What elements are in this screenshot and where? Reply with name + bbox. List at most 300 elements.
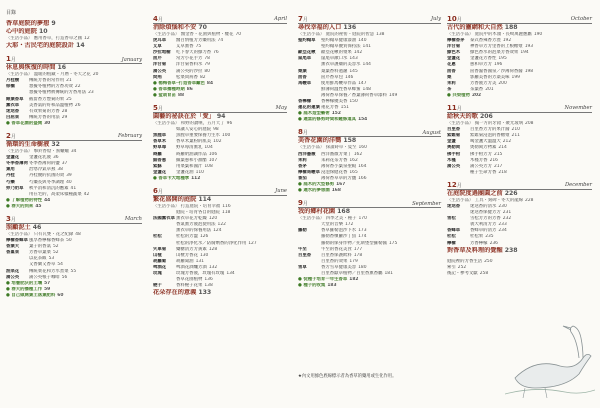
entry-text: 香草花園植物 — [176, 277, 203, 283]
month-english: January — [121, 56, 142, 63]
herb-name: 蒲公英 — [153, 68, 167, 74]
herb-name: 銀葉香草 — [6, 96, 24, 102]
entry-text: 西洋薔薇芳菜丁 — [321, 151, 352, 157]
page-number: 144 — [362, 62, 371, 68]
herb-name: 紫錐菊 — [447, 133, 461, 139]
page-number: 22 — [74, 84, 81, 90]
entry-text: 細葉蔥和小甜醋 — [176, 157, 207, 163]
herb-name: 卵乃奶草 — [6, 185, 24, 191]
chapter-title — [153, 113, 287, 121]
chapter-title — [447, 190, 592, 198]
entry-text: 〈生活小品〉 庭院的祕密・庭院的智慧 — [298, 32, 375, 37]
page-number: 228 — [525, 197, 534, 203]
entry-text: 冬季香薄荷的鹽 — [29, 161, 60, 167]
toc-column-2 — [153, 10, 287, 297]
page-number: 108 — [204, 163, 213, 169]
page-number: 112 — [191, 175, 201, 181]
page-number: 78 — [204, 56, 210, 62]
entry-text: 魚腥草重要保養力生水 — [176, 133, 220, 139]
entry-text: 浸泡保健花香 — [321, 169, 348, 175]
entry-text: 蒔蘿奶油調作品 — [176, 151, 207, 157]
month-number: 4月 — [153, 14, 163, 23]
page-number: 230 — [498, 203, 507, 209]
gardening-tip — [6, 293, 142, 299]
herb-name: 洋甘菊 — [447, 44, 461, 50]
entry-text: ● 種子的收集 — [298, 283, 326, 289]
page-number: 145 — [349, 68, 358, 74]
page-number: 199 — [511, 74, 520, 80]
gardening-tip — [153, 176, 287, 182]
page-number: 94 — [216, 113, 226, 121]
page-number: 74 — [217, 38, 224, 44]
chapter-title — [6, 224, 142, 232]
herb-name: 杜松 — [153, 234, 162, 240]
month-header — [6, 213, 142, 224]
page-number: 107 — [208, 157, 218, 163]
entry-text: 香料梔子花果 — [176, 283, 203, 289]
entry-text: 香草米葉粉的肌美 — [176, 139, 212, 145]
page-number: 206 — [479, 113, 493, 121]
entry-text: 〈生活小品〉 醫金香・花園與植物・櫻花 — [153, 32, 234, 37]
gardening-tip — [298, 283, 441, 289]
page-number: 216 — [489, 157, 498, 163]
month-unit: 月 — [157, 16, 163, 23]
page-number: 172 — [344, 222, 354, 228]
herb-name: 艾草 — [153, 44, 162, 50]
bird-illustration — [505, 318, 595, 400]
herb-name: 蒔蘿 — [153, 151, 162, 157]
herb-name: 細香蔥 — [153, 157, 167, 163]
chapter-title — [298, 137, 441, 145]
herb-name: 金盞 — [447, 139, 456, 145]
month-header — [153, 102, 287, 113]
entry-text: 用菜葉和醬汁 — [176, 163, 203, 169]
chapter-title — [298, 208, 441, 216]
page-number: 193 — [524, 44, 534, 50]
page-number: 57 — [44, 280, 51, 286]
page-number: 116 — [222, 203, 231, 209]
page-number: 258 — [479, 270, 489, 276]
page-number: 198 — [524, 68, 534, 74]
page-number: 48 — [75, 231, 81, 237]
chapter-title — [153, 24, 287, 32]
page-number: 250 — [484, 258, 493, 264]
entry-text: 山楂芳香花 — [176, 252, 198, 258]
month-unit: 月 — [302, 16, 308, 23]
page-number: 210 — [511, 127, 520, 133]
herb-name: 茉莉 — [298, 157, 307, 163]
page-number: 127 — [248, 240, 257, 246]
herb-name: 杜松 — [447, 234, 456, 240]
month-number: 10月 — [447, 14, 462, 23]
month-number: 9月 — [298, 199, 308, 208]
herb-name: 香堇菜 — [6, 250, 20, 256]
page-number: 177 — [353, 246, 363, 252]
intro-entry — [6, 20, 142, 28]
page-number: 168 — [331, 188, 341, 194]
month-number: 3月 — [6, 214, 16, 223]
page-number: 202 — [471, 92, 482, 98]
page-number: 152 — [331, 111, 341, 117]
page-number: 46 — [32, 223, 42, 231]
entry-text: 截留香芳豐菊的果 — [29, 96, 65, 102]
entry-text: 丹桂優的抗菌的效 — [29, 173, 65, 179]
herb-name: 奧勒岡 — [447, 145, 461, 151]
herb-name: 啤酒花 — [153, 264, 167, 270]
month-number: 1月 — [6, 55, 16, 64]
herb-name: 蓮花的蓮葉 — [298, 105, 320, 111]
entry-text: ● 庭木的大型修剪 — [298, 181, 335, 187]
month-english: February — [117, 133, 142, 140]
entry-text: 泰式香辣香芳溼 — [470, 38, 501, 44]
entry-text: 香蜂草的清芳 — [470, 228, 497, 234]
page-number: 188 — [504, 24, 518, 31]
month-number: 11月 — [447, 103, 462, 112]
month-number: 7月 — [298, 14, 308, 23]
entry-text: ● 香草花園的盛開 — [6, 120, 43, 126]
page-number: 52 — [52, 250, 59, 256]
herb-name: 香葉天 — [6, 244, 20, 250]
herb-name: 沙拉地榆 — [153, 50, 171, 56]
page-number: 173 — [358, 228, 367, 234]
entry-text: ● 庭木造型藝術 — [298, 111, 330, 117]
toc-title: 目錄 — [6, 10, 17, 16]
page-number: 120 — [208, 216, 218, 222]
page-number: 84 — [206, 80, 214, 86]
herb-name: 芍藥 — [6, 179, 15, 185]
herb-name: 鼠尾草 — [298, 56, 312, 62]
page-number: 214 — [498, 145, 507, 151]
month-english: August — [422, 129, 441, 136]
page-number: 70 — [235, 32, 242, 37]
intro-entry — [6, 42, 142, 50]
entry-text: 葉子的香氣 — [29, 244, 51, 250]
entry-text: 野草莓清薰乳 — [176, 145, 203, 151]
entry-text: 〈生活小品〉 工具・刻碑・冬天的龍線 — [447, 197, 524, 203]
entry-text: 使用鮮馬鞭草作品 — [321, 80, 357, 86]
page-number: 86 — [186, 86, 193, 92]
footnote: ★內文用綠色底線標示者為香草的藥用或生化作用。 — [298, 374, 397, 379]
december-section — [447, 179, 592, 255]
entry-text: 玫瑰芳香液，玫瑰有玫瑰 — [176, 271, 225, 276]
entry-text: 薄荷香草草的芳鹽 — [321, 175, 357, 181]
toc-column-4 — [447, 10, 592, 277]
month-english: July — [430, 16, 441, 23]
month-number: 2月 — [6, 131, 16, 140]
herb-name: 冬季香薄荷 — [6, 161, 28, 167]
gardening-tip — [298, 188, 441, 194]
entry-text: 雪松芳芳的芳香 — [470, 216, 501, 222]
page-number: 10 — [38, 28, 48, 36]
month-unit: 月 — [456, 182, 462, 189]
entry-text: 胡蘿蔔油 — [176, 258, 194, 264]
entry-text: 香檸檬優美香 — [321, 99, 348, 105]
entry-text: 金盞花芳香性 — [470, 56, 497, 62]
january-section — [6, 53, 142, 127]
herb-name: 番茄 — [298, 175, 307, 181]
page-number: 76 — [213, 50, 219, 56]
march-section — [6, 213, 142, 299]
toc-column-1 — [6, 10, 142, 299]
entry-text: 薄荷香小葉泉聖殿 — [321, 163, 357, 169]
month-header — [298, 13, 441, 24]
entry-text: 神香草芳芳里香的上根糖漿 — [470, 44, 523, 50]
entry-text: 治寒冷氣草燕 — [29, 167, 56, 173]
entry-text: 古代的靈網和大自然 — [447, 24, 503, 31]
herb-name: 茴香 — [298, 74, 307, 80]
herb-name: 歐亞花楸 — [298, 50, 316, 56]
august-section — [298, 126, 441, 194]
entry-text: 芳香草葉菜 — [29, 250, 51, 256]
page-number: 130 — [199, 252, 209, 258]
herb-name: 檸檬香茅 — [447, 38, 465, 44]
intro-entry — [6, 28, 142, 36]
entry-text: 蒲公英根子咖啡 — [29, 274, 60, 280]
herb-name: 虎耳草 — [153, 38, 167, 44]
herb-name: 羅勒 — [298, 228, 307, 234]
entry-text: 薰衣草花芳乾燥 — [176, 216, 207, 222]
entry-text: 在庭院度過團圓之前 — [447, 189, 503, 197]
herb-name: 檸檬香蜂草 — [6, 238, 28, 244]
month-header — [153, 13, 287, 24]
november-section — [447, 102, 592, 176]
entry-text: 藥糖清芳芳黃素 — [176, 246, 207, 252]
entry-text: ● 了解植物的特性 — [6, 197, 43, 203]
entry-text: 義大利清芳芳 — [470, 222, 497, 228]
entry-text: 聖約翰草健康漆油 — [321, 38, 357, 44]
entry-text: 〈生活小品〉 溫暖的植藏・月曆・冬天之花 — [6, 72, 91, 78]
page-number: 196 — [493, 62, 503, 68]
entry-text: 蒲公英的沙拉 — [176, 68, 203, 74]
month-unit: 月 — [456, 105, 462, 112]
page-number: 100 — [221, 133, 231, 139]
month-unit: 月 — [302, 201, 308, 208]
herb-name: 茶 — [447, 86, 452, 92]
page-number: 102 — [213, 139, 222, 145]
page-number: 53 — [48, 256, 55, 262]
entry-text: 茶葉香 — [470, 86, 484, 92]
entry-text: 香芳雪草健康美容 — [321, 264, 357, 270]
entry-text: 迷迭香的清水 — [470, 203, 497, 209]
entry-text: 循環的生命樹液 — [6, 141, 50, 149]
herb-name: 紫蘇 — [153, 163, 162, 169]
entry-text: 鼠尾草漱口水 — [321, 56, 348, 62]
entry-text: ● 適當的修剪時間和鏟修道具 — [298, 117, 357, 123]
entry-text: ● 從種子培育一年生香草 — [298, 277, 348, 283]
herb-name: 百里香 — [447, 127, 461, 133]
page-number: 226 — [504, 189, 518, 197]
entry-text: 啤酒花酒釀芳酒 — [176, 264, 207, 270]
page-number: 52 — [52, 244, 59, 250]
herb-name: 金盞花 — [447, 56, 461, 62]
chapter-title — [6, 141, 142, 149]
page-number: 9 — [51, 20, 56, 28]
chapter-title — [447, 113, 592, 121]
herb-name: 迷迭香 — [6, 108, 20, 114]
entry-text: 心中的庭院 — [6, 28, 37, 36]
page-number: 28 — [61, 108, 68, 114]
page-number: 234 — [498, 228, 507, 234]
page-number: 158 — [343, 137, 357, 145]
page-number: 16 — [57, 64, 67, 72]
month-header — [447, 13, 592, 24]
entry-text: 茴芹香草包 — [321, 74, 343, 80]
entry-text: ● 培養肥沃的土壤 — [6, 280, 43, 286]
entry-text: 佛手柑芳芳 — [470, 151, 492, 157]
page-number: 233 — [498, 222, 507, 228]
page-number: 208 — [525, 121, 534, 127]
entry-text: 茴香濕香醬泉／沙薄荷香醬 — [470, 68, 523, 74]
sub-entry — [447, 170, 592, 176]
entry-text: 後記・參考文獻 — [447, 270, 478, 276]
month-header — [447, 179, 592, 190]
page-number: 60 — [57, 292, 64, 298]
page-number: 41 — [70, 185, 77, 191]
page-number: 201 — [485, 86, 494, 92]
herb-name: 桑 — [447, 74, 452, 80]
page-number: 136 — [204, 277, 213, 283]
page-number: 79 — [204, 62, 210, 68]
entry-text: 美香氣的好和品溫植物 — [29, 102, 73, 108]
herb-name: 丹桂 — [6, 173, 15, 179]
page-number: 55 — [70, 268, 77, 274]
page-number: 88 — [177, 92, 185, 98]
page-number: 122 — [217, 222, 226, 228]
entry-text: 如讓人安心的庭院 — [176, 127, 212, 133]
entry-text: ● 自己做腐葉土落葉肥料 — [6, 292, 56, 298]
entry-text: 圓藝的祕訣在於「愛」 — [153, 113, 215, 121]
month-number: 8月 — [298, 128, 308, 137]
page-number: 252 — [457, 264, 467, 270]
page-number: 20 — [92, 72, 99, 78]
herb-name: 薰衣草 — [6, 102, 20, 108]
page-number: 30 — [44, 120, 51, 126]
page-number: 21 — [66, 78, 72, 84]
page-number: 194 — [520, 50, 529, 56]
entry-text: ● 香草卡大地種學 — [153, 175, 190, 181]
month-english: May — [275, 105, 287, 112]
page-number: 162 — [353, 151, 363, 157]
page-number: 25 — [66, 96, 72, 102]
page-number: 118 — [221, 210, 231, 216]
october-section — [447, 13, 592, 99]
entry-text: 天堂的音樂 — [321, 222, 343, 228]
herb-name: 雪松 — [447, 216, 456, 222]
herb-name: 玫瑰 — [153, 271, 162, 276]
entry-text: ● 楊梅香草─打造香草籬笆 — [153, 80, 205, 86]
page-number: 182 — [349, 277, 359, 283]
page-number: 181 — [384, 271, 393, 276]
page-number: 138 — [204, 283, 213, 289]
entry-text: 大耶・古民宅的庭院設計 — [6, 42, 75, 50]
page-number: 114 — [198, 195, 212, 203]
page-number: 36 — [52, 155, 59, 161]
herb-name: 百里香 — [298, 252, 312, 258]
entry-text: 蓮花芳香 — [321, 105, 339, 111]
herb-name: 洋甘菊 — [153, 62, 167, 68]
page-number: 148 — [362, 86, 371, 92]
entry-text: 休息與恢復的時間 — [6, 64, 56, 72]
entry-text: 綠色香水的泡菜芳香效果 — [470, 50, 519, 56]
herb-name: 葉用 — [6, 167, 15, 173]
page-number: 167 — [336, 181, 346, 187]
month-unit: 月 — [10, 57, 16, 64]
entry-text: 郭蘿美香的芳桑美味 — [470, 74, 510, 80]
page-number: 236 — [489, 240, 498, 246]
page-number: 14 — [76, 42, 85, 50]
page-number: 136 — [343, 24, 357, 31]
entry-text: 蒲公英芳芳 — [470, 163, 492, 169]
herb-name: 蒲公英 — [447, 163, 461, 169]
entry-text: 給秋天的歌 — [447, 113, 478, 121]
herb-name: 油菜花 — [6, 268, 20, 274]
herb-name: 桑葉 — [298, 68, 307, 74]
page-number: 140 — [358, 38, 367, 44]
page-number: 211 — [511, 133, 520, 139]
page-number: 232 — [502, 216, 512, 222]
page-number: 217 — [493, 163, 503, 169]
page-number: 149 — [388, 92, 398, 98]
entry-text: 風享香檸檬香蜂茶 — [29, 238, 65, 244]
entry-text: 芍藥長與冬季調理 — [29, 179, 65, 185]
entry-text: 木槿芳香 — [470, 157, 488, 163]
entry-text: 種子生命芳香 — [470, 169, 497, 175]
entry-text: 〈生活小品〉 四季之美・種子 — [298, 216, 357, 222]
entry-text: 百里香芳芳的果汁醬 — [470, 127, 510, 133]
page-number: 200 — [498, 80, 507, 86]
entry-text: 〈生活小品〉 和野的讚嘆，五月天了 — [153, 121, 225, 127]
page-number: 132 — [208, 264, 218, 270]
entry-text: 傳統菜花和芳水煮菜 — [29, 268, 69, 274]
page-number: 178 — [353, 252, 363, 258]
month-english: September — [412, 200, 441, 207]
entry-text: 牛至的香花美食 — [321, 246, 352, 252]
page-number: 96 — [226, 121, 233, 127]
entry-text: 〈生活小品〉 庭院中的木頭・長崎萬麗應屬 — [447, 32, 532, 37]
entry-text: 洋甘菊香料水 — [176, 62, 203, 68]
chapter-title — [447, 24, 592, 32]
entry-text: ● 春天的播種工作 — [6, 286, 43, 292]
page-number: 110 — [195, 169, 204, 175]
herb-name: 野草莓 — [153, 145, 167, 151]
chapter-title — [153, 289, 287, 297]
entry-text: 聖約翰草優質保持法 — [321, 44, 361, 50]
intro-section — [6, 20, 142, 50]
entry-text: 庭院・培育各自的庭院 — [176, 210, 220, 216]
page-number: 82 — [199, 74, 206, 80]
entry-text: 繁花盛開的庭院 — [153, 195, 197, 203]
entry-text: 薰衣草的保養用法 — [176, 228, 212, 234]
page-number: 104 — [204, 145, 213, 151]
april-section — [153, 13, 287, 99]
entry-text: 照顧泥土 — [6, 223, 31, 231]
herb-name: 香蜂草 — [447, 228, 461, 234]
page-number: 143 — [349, 56, 358, 62]
herb-name: 白屈菜 — [6, 114, 20, 120]
herb-name: 迷迭香 — [447, 203, 461, 209]
page-number: 164 — [358, 163, 367, 169]
herb-name: 香茅 — [298, 163, 307, 169]
entry-text: 芳香液芳芳美 — [470, 80, 497, 86]
page-number: 218 — [498, 169, 507, 175]
page-number: 170 — [358, 216, 367, 222]
page-number: 146 — [344, 74, 354, 80]
page-number: 59 — [44, 286, 51, 292]
entry-text: 我的鄉村花園 — [298, 208, 336, 216]
month-header — [298, 126, 441, 137]
herb-name: 金盞花 — [153, 169, 167, 175]
month-english: November — [564, 105, 592, 112]
